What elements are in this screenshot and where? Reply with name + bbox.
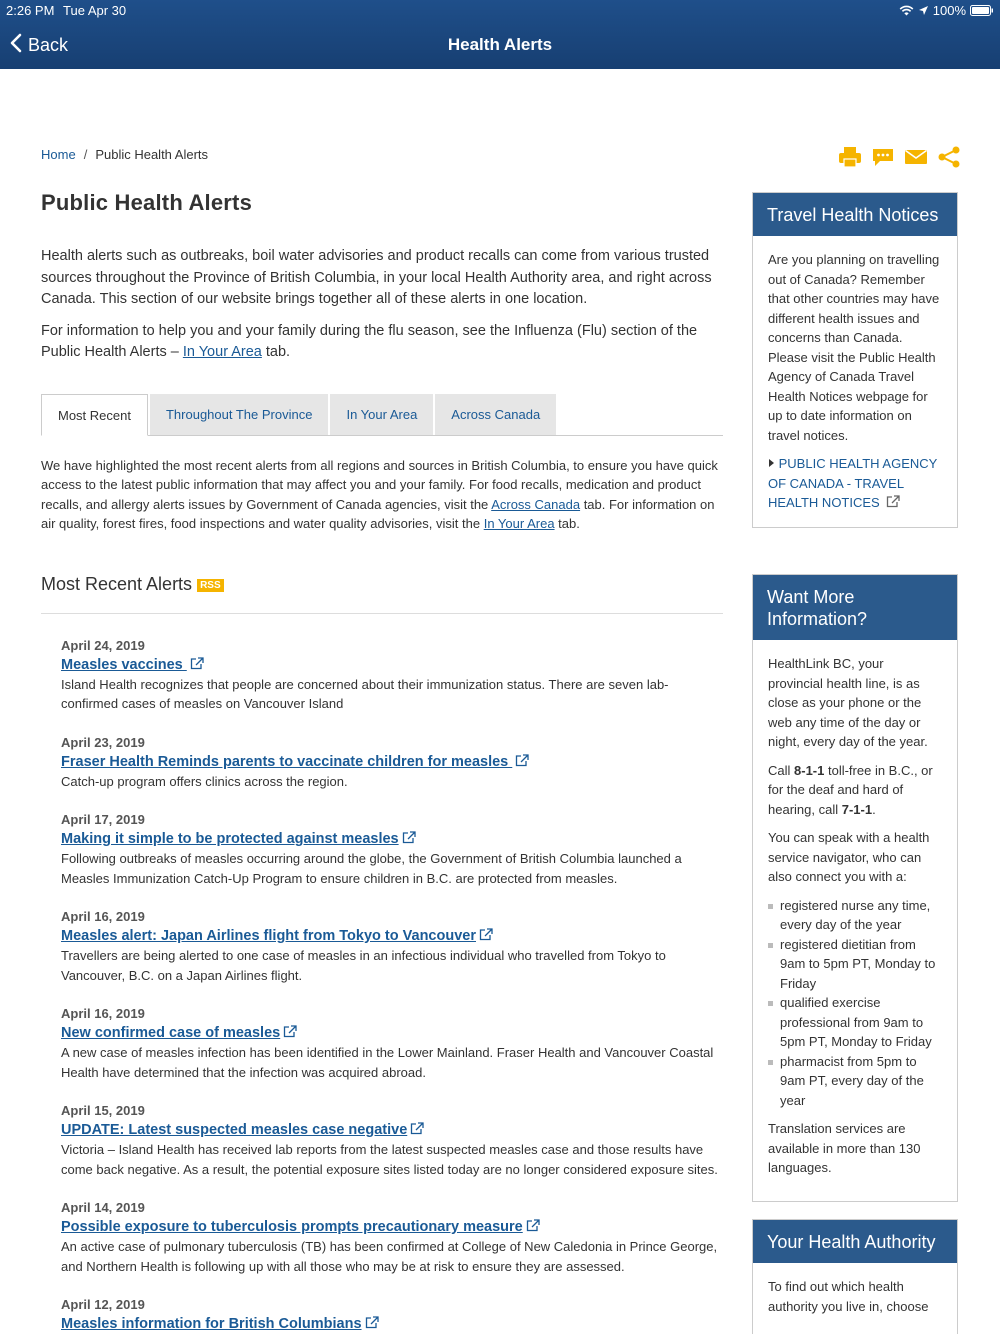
travel-health-notices-title: Travel Health Notices (753, 193, 957, 236)
phac-travel-link-label: PUBLIC HEALTH AGENCY OF CANADA - TRAVEL HEALTH NOTICES (768, 456, 938, 510)
external-link-icon (512, 753, 529, 770)
alert-date: April 16, 2019 (61, 1006, 145, 1021)
alert-title-link[interactable]: Fraser Health Reminds parents to vaccinate children for measles (61, 753, 513, 770)
alert-title-row (61, 829, 723, 849)
print-icon[interactable] (838, 146, 862, 168)
alert-summary: Following outbreaks of measles occurring around the globe, the Government of British Columbia launched a Measles Immunization Catch-Up Program to ensure children in B.C. are protected from measles. (61, 851, 682, 886)
alert-item (61, 733, 723, 792)
nav-title: Health Alerts (447, 35, 553, 54)
tab-description-text: tab. For information on air quality, forest fires, food inspections and water quality advisories, visit the (41, 496, 715, 531)
external-link-icon (280, 1024, 297, 1041)
across-canada-link[interactable]: Across Canada (491, 496, 581, 512)
alert-date: April 24, 2019 (61, 637, 145, 653)
wifi-icon (899, 5, 914, 16)
external-link-icon (476, 927, 493, 944)
breadcrumb-separator: / (83, 147, 88, 162)
call-text: Call (768, 762, 795, 778)
alert-item (61, 810, 723, 888)
alert-date: April 16, 2019 (61, 909, 145, 924)
translation-paragraph: Translation services are available in more than 130 languages. (768, 1121, 921, 1175)
battery-icon (970, 5, 994, 16)
breadcrumb-home-link[interactable]: Home (41, 147, 76, 162)
alert-summary: Island Health recognizes that people are concerned about their immunization status. There are seven lab-confirmed cases of measles on Vancouver Island (61, 676, 669, 711)
alert-title-row (61, 1314, 723, 1334)
external-link-icon (883, 495, 900, 510)
triangle-right-icon (768, 456, 775, 471)
your-health-authority-body (753, 1263, 957, 1334)
services-list (768, 896, 942, 1111)
list-item: qualified exercise professional from 9am to 5pm PT, Monday to Friday (768, 993, 942, 1052)
location-icon (918, 5, 929, 16)
travel-health-notices-box (752, 192, 958, 528)
alert-date: April 17, 2019 (61, 812, 145, 827)
your-health-authority-box (752, 1219, 958, 1334)
alert-date: April 12, 2019 (61, 1297, 145, 1312)
call-text: toll-free in B.C., or for the deaf and hard of hearing, call (768, 762, 933, 817)
battery-percent: 100% (932, 3, 966, 18)
top-navigation-bar (0, 0, 1000, 69)
navigator-paragraph: You can speak with a health service navigator, who can also connect you with a: (768, 830, 930, 884)
page-title: Public Health Alerts (41, 190, 253, 215)
breadcrumb-current: Public Health Alerts (95, 147, 209, 162)
tab-most-recent[interactable]: Most Recent (41, 394, 148, 436)
back-label: Back (28, 35, 69, 55)
external-link-icon (407, 1121, 424, 1138)
rss-badge[interactable]: RSS (197, 579, 224, 592)
alert-item (61, 907, 723, 985)
alert-date: April 23, 2019 (61, 734, 145, 750)
your-health-authority-title: Your Health Authority (753, 1220, 957, 1263)
main-content (41, 190, 723, 1334)
alert-item (61, 1295, 723, 1334)
alert-title-link[interactable]: Making it simple to be protected against measles (61, 831, 399, 847)
list-item: registered nurse any time, every day of the year (768, 896, 942, 935)
section-title-text: Most Recent Alerts (41, 573, 193, 594)
alert-title-link[interactable]: Measles information for British Columbians (61, 1316, 362, 1332)
call-text: . (872, 801, 876, 817)
alerts-list (41, 636, 723, 1334)
alert-date: April 15, 2019 (61, 1103, 145, 1118)
alert-title-row (61, 655, 723, 675)
alert-title-row (61, 1023, 723, 1043)
phone-811[interactable]: 8-1-1 (794, 762, 825, 778)
flu-paragraph-text: For information to help you and your family during the flu season, see the Influenza (Flu) section of the Public Health Alerts – (41, 322, 698, 360)
healthlink-paragraph: HealthLink BC, your provincial health line, is as close as your phone or the web any time of the day or night, every day of the year. (768, 656, 928, 749)
tab-description-text: tab. (554, 516, 580, 531)
alert-title-link[interactable]: Measles alert: Japan Airlines flight from Tokyo to Vancouver (61, 928, 476, 944)
alert-title-row (61, 926, 723, 946)
external-link-icon (187, 656, 204, 673)
alert-title-link[interactable]: Measles vaccines (61, 656, 187, 673)
alert-item (61, 1101, 723, 1179)
want-more-information-box (752, 574, 958, 1202)
share-toolbar (838, 146, 961, 168)
chat-icon[interactable] (871, 146, 895, 168)
travel-health-notices-body (753, 236, 957, 527)
travel-health-notices-text: Are you planning on travelling out of Canada? Remember that other countries may have different health issues and concerns than Canada. Please visit the Public Health Agency of Canada Travel Health Notices webpage for up to date information on travel notices. (768, 252, 940, 443)
alert-item (61, 1198, 723, 1276)
external-link-icon (399, 830, 416, 847)
alert-item (61, 1004, 723, 1082)
alert-title-row (61, 1120, 723, 1140)
alert-title-link[interactable]: New confirmed case of measles (61, 1025, 281, 1041)
alert-summary: Victoria – Island Health has received lab reports from the latest suspected measles case and those results have come back negative. As a result, the potential exposure sites listed today are no longer considered exposure sites. (61, 1142, 718, 1177)
flu-paragraph (41, 321, 723, 364)
alert-item (61, 636, 723, 714)
alert-summary: Travellers are being alerted to one case of measles in an infectious individual who travelled from Tokyo to Vancouver, B.C. on a Japan Airlines flight. (61, 948, 666, 983)
alert-title-link[interactable]: Possible exposure to tuberculosis prompts precautionary measure (61, 1219, 523, 1235)
share-icon[interactable] (937, 146, 961, 168)
alert-title-link[interactable]: UPDATE: Latest suspected measles case negative (61, 1122, 408, 1138)
alert-summary: A new case of measles infection has been identified in the Lower Mainland. Fraser Health and Vancouver Coastal Health have determined that the infection was acquired abroad. (61, 1045, 714, 1080)
call-paragraph (768, 761, 942, 820)
alert-title-row (61, 1217, 723, 1237)
tab-throughout-the-province[interactable]: Throughout The Province (150, 394, 328, 435)
want-more-information-title: Want More Information? (753, 575, 957, 640)
list-item: registered dietitian from 9am to 5pm PT, Monday to Friday (768, 935, 942, 994)
alert-date: April 14, 2019 (61, 1200, 145, 1215)
tab-description (41, 456, 723, 534)
in-your-area-tab-link[interactable]: In Your Area (483, 516, 555, 531)
external-link-icon (362, 1315, 379, 1332)
external-link-icon (523, 1218, 540, 1235)
email-icon[interactable] (904, 146, 928, 168)
phone-711[interactable]: 7-1-1 (841, 801, 873, 817)
status-date: Tue Apr 30 (63, 3, 127, 18)
alert-summary: Catch-up program offers clinics across the region. (61, 773, 348, 789)
list-item: pharmacist from 5pm to 9am PT, every day of the year (768, 1052, 942, 1111)
phac-travel-link[interactable] (768, 454, 942, 513)
health-authority-text: To find out which health authority you live in, choose (768, 1279, 929, 1314)
intro-paragraph: Health alerts such as outbreaks, boil water advisories and product recalls can come from various trusted sources throughout the Province of British Columbia, in your local Health Authority area, and right across Canada. This section of our website brings together all of these alerts in one location. (41, 248, 712, 307)
alert-summary: An active case of pulmonary tuberculosis (TB) has been confirmed at College of New Caledonia in Prince George, and Northern Health is following up with all those who may be at risk to ensure they are assessed. (61, 1239, 718, 1274)
most-recent-alerts-heading (41, 574, 723, 614)
tab-description-text: We have highlighted the most recent alerts from all regions and sources in British Columbia, to ensure you have quick access to the latest public information that may affect you and your family. For food recalls, medication and product recalls, and allergy alerts issues by Government of Canada agencies, visit the (41, 457, 718, 512)
want-more-information-body (753, 640, 957, 1201)
status-time: 2:26 PM (6, 3, 55, 18)
breadcrumb (41, 147, 208, 162)
alert-tabs (41, 394, 723, 436)
in-your-area-link[interactable]: In Your Area (182, 344, 262, 360)
tab-across-canada[interactable]: Across Canada (435, 394, 556, 435)
flu-paragraph-end: tab. (261, 344, 291, 360)
alert-title-row (61, 752, 723, 772)
status-indicators (899, 3, 994, 18)
tab-in-your-area[interactable]: In Your Area (330, 394, 433, 435)
